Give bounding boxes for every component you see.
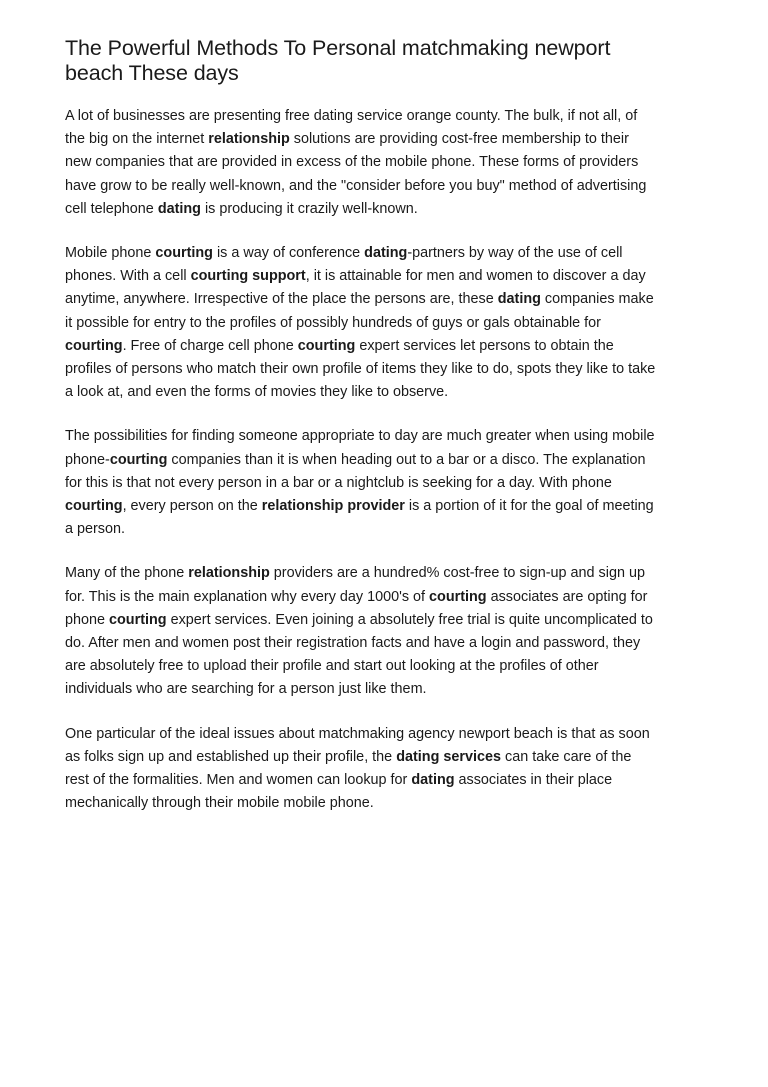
text-run: anytime, anywhere. Irrespective of the place the persons are, these	[65, 291, 498, 308]
keyword-bold: courting support	[190, 268, 306, 285]
text-run: . Free of charge cell phone	[122, 337, 298, 354]
text-run: for this is that not every person in a bar or a nightclub is seeking for a day. With phone	[65, 474, 612, 491]
paragraph	[65, 105, 705, 221]
keyword-bold: relationship	[188, 565, 270, 582]
text-run: companies than it is when heading out to a bar or a disco. The explanation	[167, 451, 646, 468]
text-run: Mobile phone	[65, 245, 156, 262]
paragraph-line	[65, 449, 705, 472]
keyword-bold: courting	[297, 337, 356, 354]
paragraph-line	[65, 425, 705, 448]
keyword-bold: courting	[65, 498, 123, 515]
title-line: The Powerful Methods To Personal matchmaking newport	[65, 36, 611, 60]
text-run: , every person on the	[122, 498, 262, 515]
keyword-bold: courting	[109, 611, 167, 628]
keyword-bold: relationship provider	[261, 498, 405, 515]
text-run: associates are opting for	[486, 588, 648, 605]
paragraph-line	[65, 746, 705, 769]
paragraph-line	[65, 632, 705, 655]
paragraph-line	[65, 609, 705, 632]
paragraph-line	[65, 312, 705, 335]
article-body	[65, 105, 705, 815]
paragraph-line	[65, 128, 705, 151]
text-run: is a way of conference	[212, 245, 365, 262]
text-run: a look at, and even the forms of movies they like to observe.	[65, 384, 449, 401]
text-run: the big on the internet	[65, 131, 209, 148]
page-title	[65, 36, 705, 86]
paragraph-line	[65, 562, 705, 585]
text-run: have grow to be really well-known, and the "consider before you buy" method of advertising	[65, 177, 647, 194]
paragraph-line	[65, 472, 705, 495]
text-run: is a portion of it for the goal of meeting	[404, 498, 654, 515]
text-run: companies make	[540, 291, 654, 308]
text-run: expert services let persons to obtain the	[355, 337, 614, 354]
text-run: , it is attainable for men and women to discover a day	[305, 268, 646, 285]
paragraph-line	[65, 175, 705, 198]
keyword-bold: dating	[364, 245, 408, 262]
text-run: phones. With a cell	[65, 268, 191, 285]
paragraph-line	[65, 586, 705, 609]
keyword-bold: dating	[497, 291, 541, 308]
keyword-bold: courting	[65, 337, 123, 354]
title-line: beach These days	[65, 61, 239, 85]
text-run: for. This is the main explanation why every day 1000's of	[65, 588, 430, 605]
paragraph	[65, 242, 705, 404]
text-run: -partners by way of the use of cell	[407, 245, 623, 262]
text-run: The possibilities for finding someone appropriate to day are much greater when using mobile	[65, 428, 655, 445]
text-run: profiles of persons who match their own profile of items they like to do, spots they like to take	[65, 361, 656, 378]
document-page	[65, 36, 705, 836]
paragraph	[65, 562, 705, 701]
keyword-bold: relationship	[208, 131, 290, 148]
text-run: mechanically through their mobile mobile phone.	[65, 795, 374, 812]
keyword-bold: dating	[157, 200, 201, 217]
paragraph-line	[65, 655, 705, 678]
text-run: are absolutely free to upload their profile and start out looking at the profiles of other	[65, 658, 599, 675]
text-run: as folks sign up and established up their profile, the	[65, 748, 397, 765]
text-run: phone-	[65, 451, 110, 468]
text-run: phone	[65, 611, 110, 628]
paragraph	[65, 723, 705, 816]
paragraph-line	[65, 265, 705, 288]
keyword-bold: dating services	[396, 748, 501, 765]
paragraph-line	[65, 358, 705, 381]
paragraph	[65, 425, 705, 541]
text-run: it possible for entry to the profiles of possibly hundreds of guys or gals obtainable for	[65, 314, 601, 331]
text-run: is producing it crazily well-known.	[200, 200, 418, 217]
text-run: associates in their place	[454, 772, 613, 789]
text-run: do. After men and women post their registration facts and have a login and password, they	[65, 635, 641, 652]
paragraph-line	[65, 381, 705, 404]
text-run: new companies that are provided in excess of the mobile phone. These forms of providers	[65, 154, 639, 171]
paragraph-line	[65, 105, 705, 128]
keyword-bold: courting	[429, 588, 487, 605]
paragraph-line	[65, 723, 705, 746]
text-run: Many of the phone	[65, 565, 189, 582]
text-run: a person.	[65, 521, 126, 538]
text-run: individuals who are searching for a person just like them.	[65, 681, 427, 698]
keyword-bold: courting	[109, 451, 168, 468]
paragraph-line	[65, 769, 705, 792]
text-run: A lot of businesses are presenting free dating service orange county. The bulk, if not all, of	[65, 108, 638, 124]
paragraph-line	[65, 518, 705, 541]
text-run: solutions are providing cost-free membership to their	[289, 131, 629, 148]
text-run: can take care of the	[501, 748, 632, 765]
text-run: expert services. Even joining a absolutely free trial is quite uncomplicated to	[166, 611, 653, 628]
paragraph-line	[65, 792, 705, 815]
paragraph-line	[65, 242, 705, 265]
keyword-bold: courting	[155, 245, 213, 262]
paragraph-line	[65, 288, 705, 311]
text-run: cell telephone	[65, 200, 158, 217]
text-run: One particular of the ideal issues about matchmaking agency newport beach is that as soon	[65, 725, 650, 742]
keyword-bold: dating	[411, 772, 455, 789]
paragraph-line	[65, 495, 705, 518]
paragraph-line	[65, 678, 705, 701]
text-run: providers are a hundred% cost-free to sign-up and sign up	[269, 565, 645, 582]
paragraph-line	[65, 151, 705, 174]
text-run: rest of the formalities. Men and women can lookup for	[65, 772, 412, 789]
paragraph-line	[65, 335, 705, 358]
paragraph-line	[65, 198, 705, 221]
